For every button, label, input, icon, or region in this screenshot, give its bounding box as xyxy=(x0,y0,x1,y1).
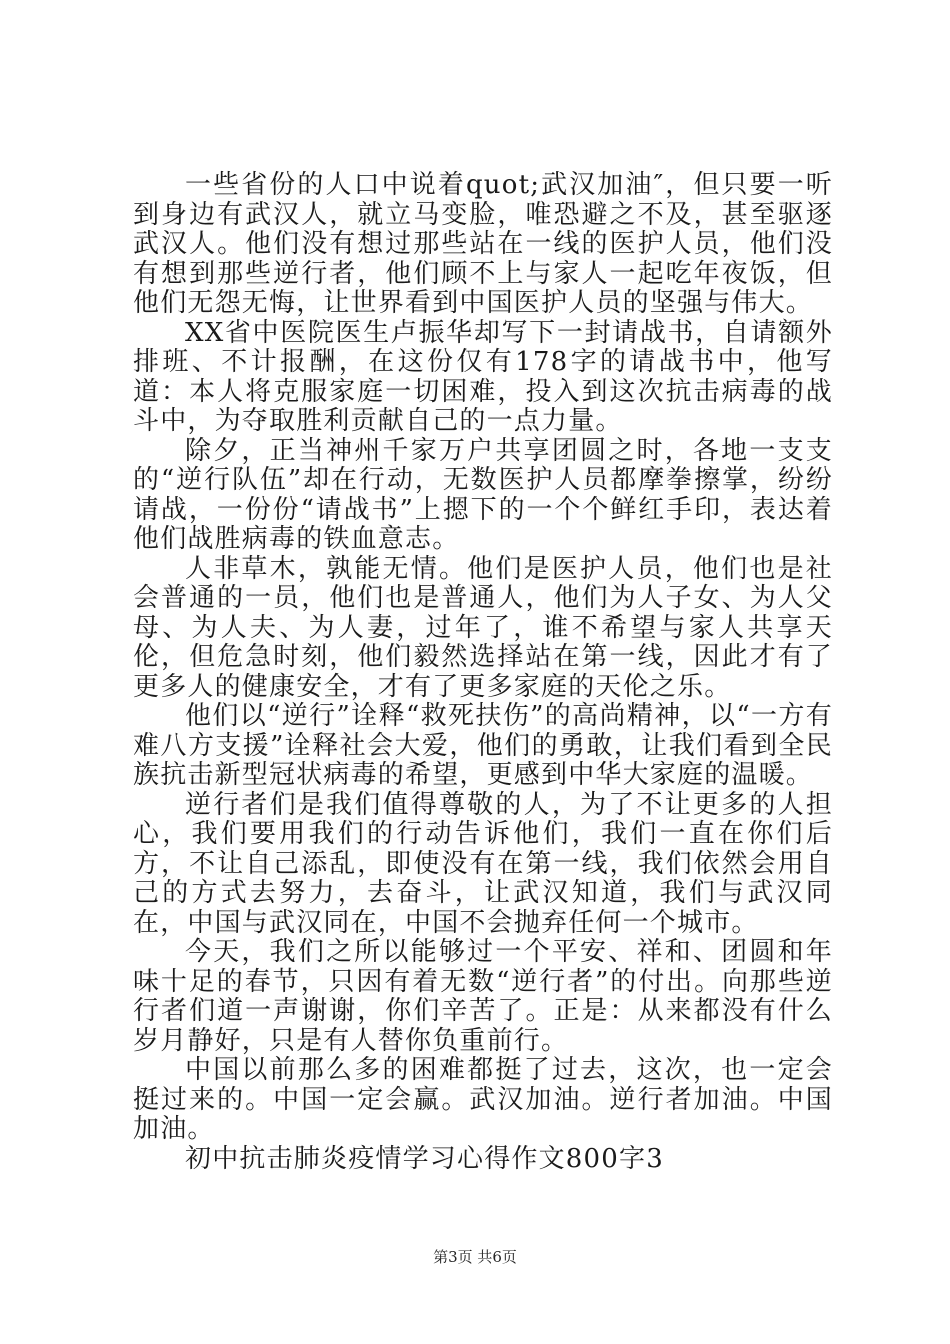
section-heading: 初中抗击肺炎疫情学习心得作文800字3 xyxy=(185,1143,664,1174)
paragraph: 人非草木，孰能无情。他们是医护人员，他们也是社会普通的一员，他们也是普通人，他们为人子女、为人父母、为人夫、为人妻，过年了，谁不希望与家人共享天伦，但危急时刻，他们毅然选择站在第一线，因此才有了更多人的健康安全，才有了更多家庭的天伦之乐。 xyxy=(133,553,833,702)
document-body xyxy=(133,171,833,1174)
page-number-footer: 第3页 共6页 xyxy=(433,1248,517,1266)
paragraph: XX省中医院医生卢振华却写下一封请战书，自请额外排班、不计报酬，在这份仅有178字的请战书中，他写道：本人将克服家庭一切困难，投入到这次抗击病毒的战斗中，为夺取胜利贡献自己的一点力量。 xyxy=(133,317,833,436)
paragraph: 他们以“逆行”诠释“救死扶伤”的高尚精神，以“一方有难八方支援”诠释社会大爱，他们的勇敢，让我们看到全民族抗击新型冠状病毒的希望，更感到中华大家庭的温暖。 xyxy=(133,701,833,790)
paragraph: 今天，我们之所以能够过一个平安、祥和、团圆和年味十足的春节，只因有着无数“逆行者”的付出。向那些逆行者们道一声谢谢，你们辛苦了。正是：从来都没有什么岁月静好，只是有人替你负重前行。 xyxy=(133,937,833,1056)
paragraph: 除夕，正当神州千家万户共享团圆之时，各地一支支的“逆行队伍”却在行动，无数医护人员都摩拳擦掌，纷纷请战，一份份“请战书”上摁下的一个个鲜红手印，表达着他们战胜病毒的铁血意志。 xyxy=(133,435,833,554)
paragraph: 中国以前那么多的困难都挺了过去，这次，也一定会挺过来的。中国一定会赢。武汉加油。逆行者加油。中国加油。 xyxy=(133,1055,833,1144)
paragraph: 一些省份的人口中说着quot;武汉加油″，但只要一听到身边有武汉人，就立马变脸，唯恐避之不及，甚至驱逐武汉人。他们没有想过那些站在一线的医护人员，他们没有想到那些逆行者，他们顾不上与家人一起吃年夜饭，但他们无怨无悔，让世界看到中国医护人员的坚强与伟大。 xyxy=(133,170,833,318)
paragraph: 逆行者们是我们值得尊敬的人，为了不让更多的人担心，我们要用我们的行动告诉他们，我们一直在你们后方，不让自己添乱，即使没有在第一线，我们依然会用自己的方式去努力，去奋斗，让武汉知道，我们与武汉同在，中国与武汉同在，中国不会抛弃任何一个城市。 xyxy=(133,789,833,938)
